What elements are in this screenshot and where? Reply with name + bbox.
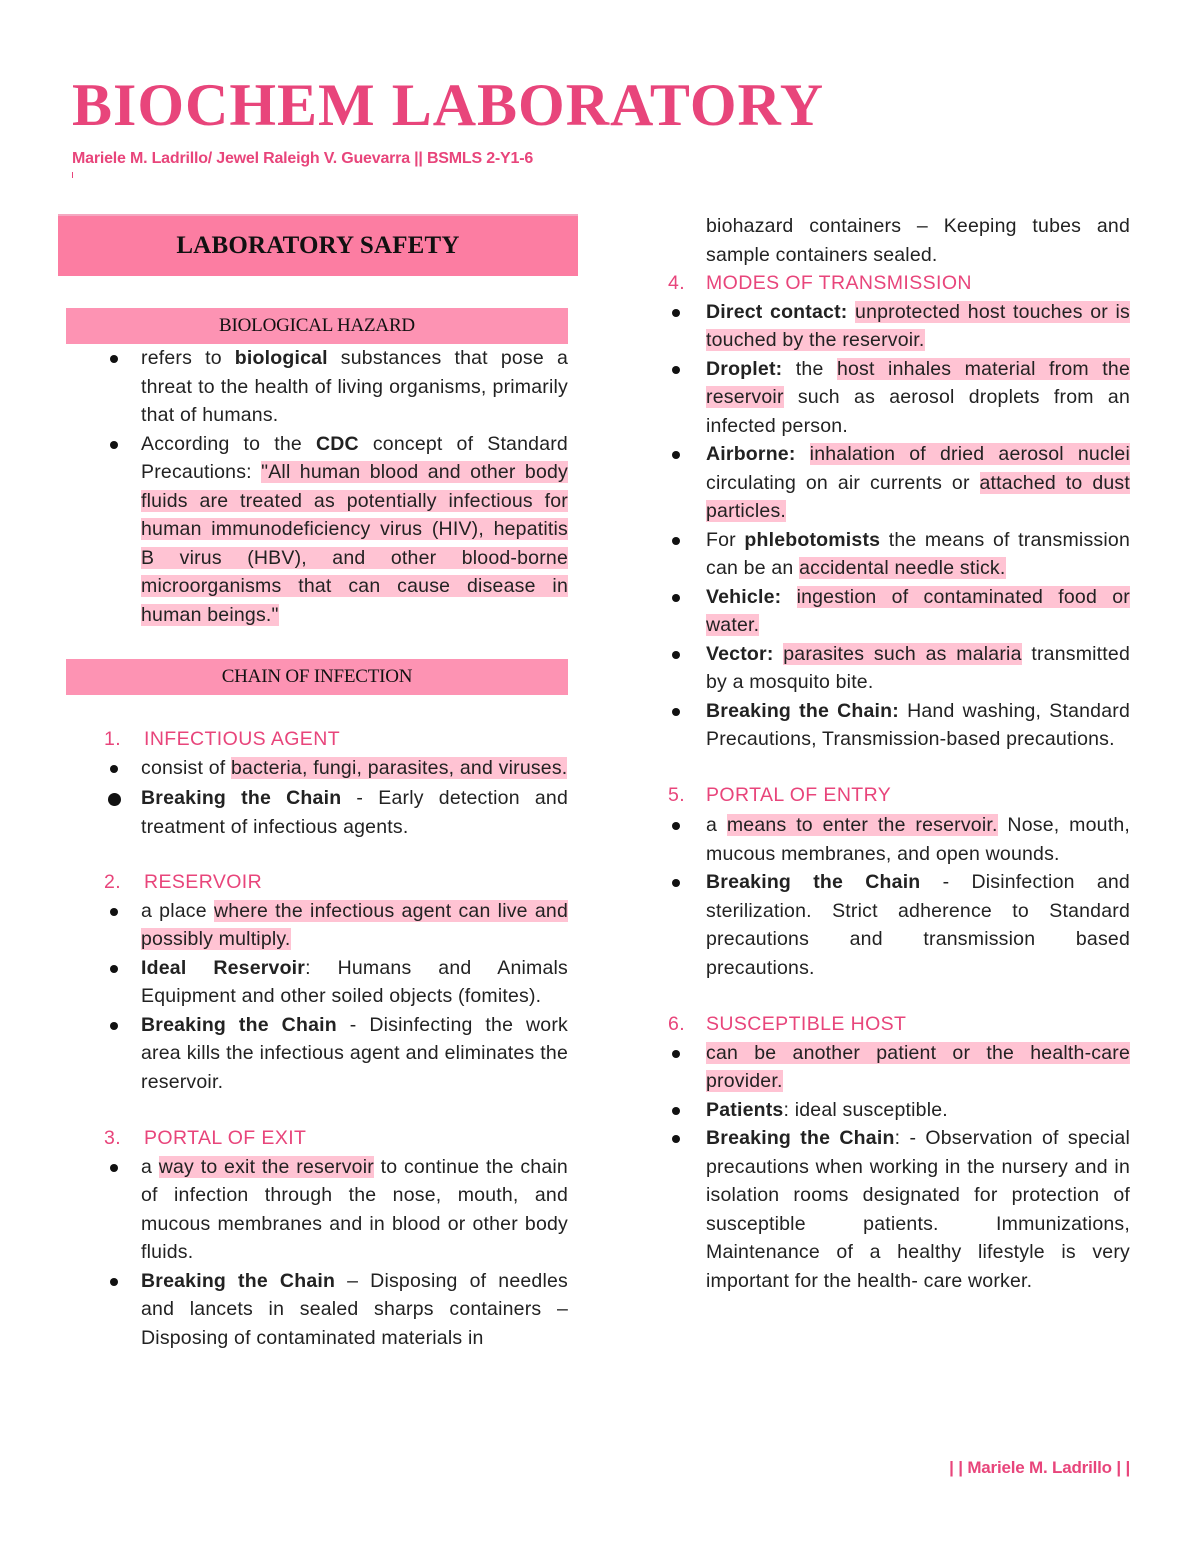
page-footer: | | Mariele M. Ladrillo | | [949, 1458, 1130, 1477]
list-item: Direct contact: unprotected host touches or is touched by the reservoir. [668, 298, 1130, 355]
section-infectious-agent [66, 725, 568, 841]
document-title: BIOCHEM LABORATORY [72, 72, 825, 138]
section-heading: 3. PORTAL OF EXIT [104, 1127, 307, 1149]
section-heading: 2. RESERVOIR [104, 871, 263, 893]
list-item: Breaking the Chain - Early detection and treatment of infectious agents. [66, 784, 568, 841]
list-item: a way to exit the reservoir to continue the chain of infection through the nose, mouth, and mucous membranes and in blood or other body fluids. [66, 1153, 568, 1267]
list-item: Vector: parasites such as malaria transmitted by a mosquito bite. [668, 640, 1130, 697]
list-item: Breaking the Chain – Disposing of needles and lancets in sealed sharps containers – Disposing of contaminated materials in [66, 1267, 568, 1353]
laboratory-safety-banner: LABORATORY SAFETY [58, 214, 578, 276]
right-column [668, 212, 1130, 1295]
section-heading: 5. PORTAL OF ENTRY [668, 783, 892, 806]
list-item: Droplet: the host inhales material from the reservoir such as aerosol droplets from an infected person. [668, 355, 1130, 441]
list-item: Breaking the Chain: Hand washing, Standard Precautions, Transmission-based precautions. [668, 697, 1130, 754]
section-heading: 1. INFECTIOUS AGENT [104, 728, 341, 750]
list-item: Breaking the Chain: - Observation of special precautions when working in the nursery and in isolation rooms designated for protection of susceptible patients. Immunizations, Maintenance of a healthy lifestyle is very important for the health- care worker. [668, 1124, 1130, 1295]
list-item: a means to enter the reservoir. Nose, mouth, mucous membranes, and open wounds. [668, 811, 1130, 868]
section-portal-of-exit [66, 1124, 568, 1352]
section-reservoir [66, 868, 568, 1096]
section-portal-of-entry [668, 781, 1130, 983]
list-item: Vehicle: ingestion of contaminated food or water. [668, 583, 1130, 640]
section-modes-of-transmission [668, 269, 1130, 754]
authors-line [72, 150, 533, 168]
list-item: According to the CDC concept of Standard Precautions: "All human blood and other body fluids are treated as potentially infectious for human immunodeficiency virus (HIV), hepatitis B virus (HBV), and other blood-borne microorganisms that can cause disease in human beings." [66, 430, 568, 630]
list-item: Airborne: inhalation of dried aerosol nuclei circulating on air currents or attached to dust particles. [668, 440, 1130, 526]
list-item: consist of bacteria, fungi, parasites, and viruses. [66, 754, 568, 783]
continued-text: biohazard containers – Keeping tubes and sample containers sealed. [706, 215, 1130, 266]
section-heading: 4. MODES OF TRANSMISSION [668, 272, 972, 294]
biological-hazard-list [66, 344, 568, 629]
list-item: For phlebotomists the means of transmission can be an accidental needle stick. [668, 526, 1130, 583]
list-item: Breaking the Chain - Disinfection and sterilization. Strict adherence to Standard precautions and transmission based precautions. [668, 868, 1130, 982]
left-column [66, 214, 568, 1352]
biological-hazard-heading: BIOLOGICAL HAZARD [66, 308, 568, 344]
list-item: refers to biological substances that pose a threat to the health of living organisms, primarily that of humans. [66, 344, 568, 430]
chain-of-infection-heading: CHAIN OF INFECTION [66, 659, 568, 695]
list-item: Patients: ideal susceptible. [668, 1096, 1130, 1125]
section-heading: 6. SUSCEPTIBLE HOST [668, 1013, 907, 1035]
list-item: Breaking the Chain - Disinfecting the work area kills the infectious agent and eliminates the reservoir. [66, 1011, 568, 1097]
section-susceptible-host [668, 1010, 1130, 1295]
list-item: Ideal Reservoir: Humans and Animals Equipment and other soiled objects (fomites). [66, 954, 568, 1011]
list-item: can be another patient or the health-care provider. [668, 1039, 1130, 1096]
list-item: a place where the infectious agent can live and possibly multiply. [66, 897, 568, 954]
cursor-mark [72, 172, 73, 178]
authors-text: Mariele M. Ladrillo/ Jewel Raleigh V. Guevarra || BSMLS 2-Y1-6 [72, 150, 534, 167]
